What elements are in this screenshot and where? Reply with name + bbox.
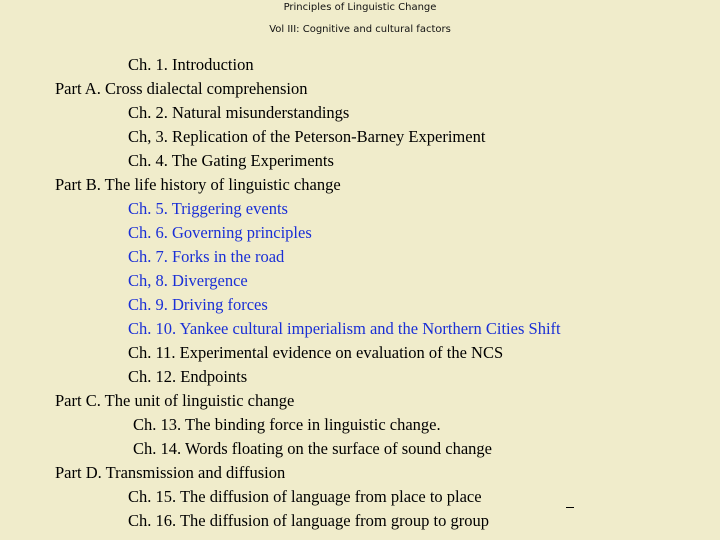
toc-chapter-entry: Ch, 8. Divergence bbox=[128, 271, 248, 290]
toc-part-heading: Part B. The life history of linguistic change bbox=[55, 175, 341, 194]
toc-chapter-entry: Ch. 6. Governing principles bbox=[128, 223, 312, 242]
toc-chapter-entry: Ch. 5. Triggering events bbox=[128, 199, 288, 218]
toc-part-heading: Part A. Cross dialectal comprehension bbox=[55, 79, 308, 98]
toc-chapter-entry: Ch. 12. Endpoints bbox=[128, 367, 248, 386]
toc-chapter-entry: Ch, 3. Replication of the Peterson-Barney Experiment bbox=[128, 127, 486, 146]
document-subtitle: Vol III: Cognitive and cultural factors bbox=[269, 24, 451, 35]
document-title: Principles of Linguistic Change bbox=[283, 2, 437, 13]
toc-chapter-entry: Ch. 1. Introduction bbox=[128, 55, 254, 74]
toc-chapter-entry: Ch. 2. Natural misunderstandings bbox=[128, 103, 350, 122]
toc-chapter-entry: Ch. 7. Forks in the road bbox=[128, 247, 285, 266]
toc-part-heading: Part C. The unit of linguistic change bbox=[55, 391, 295, 410]
decorative-dash bbox=[566, 507, 574, 508]
toc-chapter-entry: Ch. 10. Yankee cultural imperialism and the Northern Cities Shift bbox=[128, 319, 561, 338]
toc-chapter-entry: Ch. 16. The diffusion of language from group to group bbox=[128, 511, 489, 530]
toc-chapter-entry: Ch. 4. The Gating Experiments bbox=[128, 151, 334, 170]
toc-chapter-entry: Ch. 9. Driving forces bbox=[128, 295, 268, 314]
toc-chapter-entry: Ch. 15. The diffusion of language from place to place bbox=[128, 487, 482, 506]
toc-chapter-entry: Ch. 11. Experimental evidence on evaluation of the NCS bbox=[128, 343, 504, 362]
toc-part-heading: Part D. Transmission and diffusion bbox=[55, 463, 286, 482]
toc-chapter-entry: Ch. 14. Words floating on the surface of sound change bbox=[133, 439, 492, 458]
toc-chapter-entry: Ch. 13. The binding force in linguistic change. bbox=[133, 415, 441, 434]
